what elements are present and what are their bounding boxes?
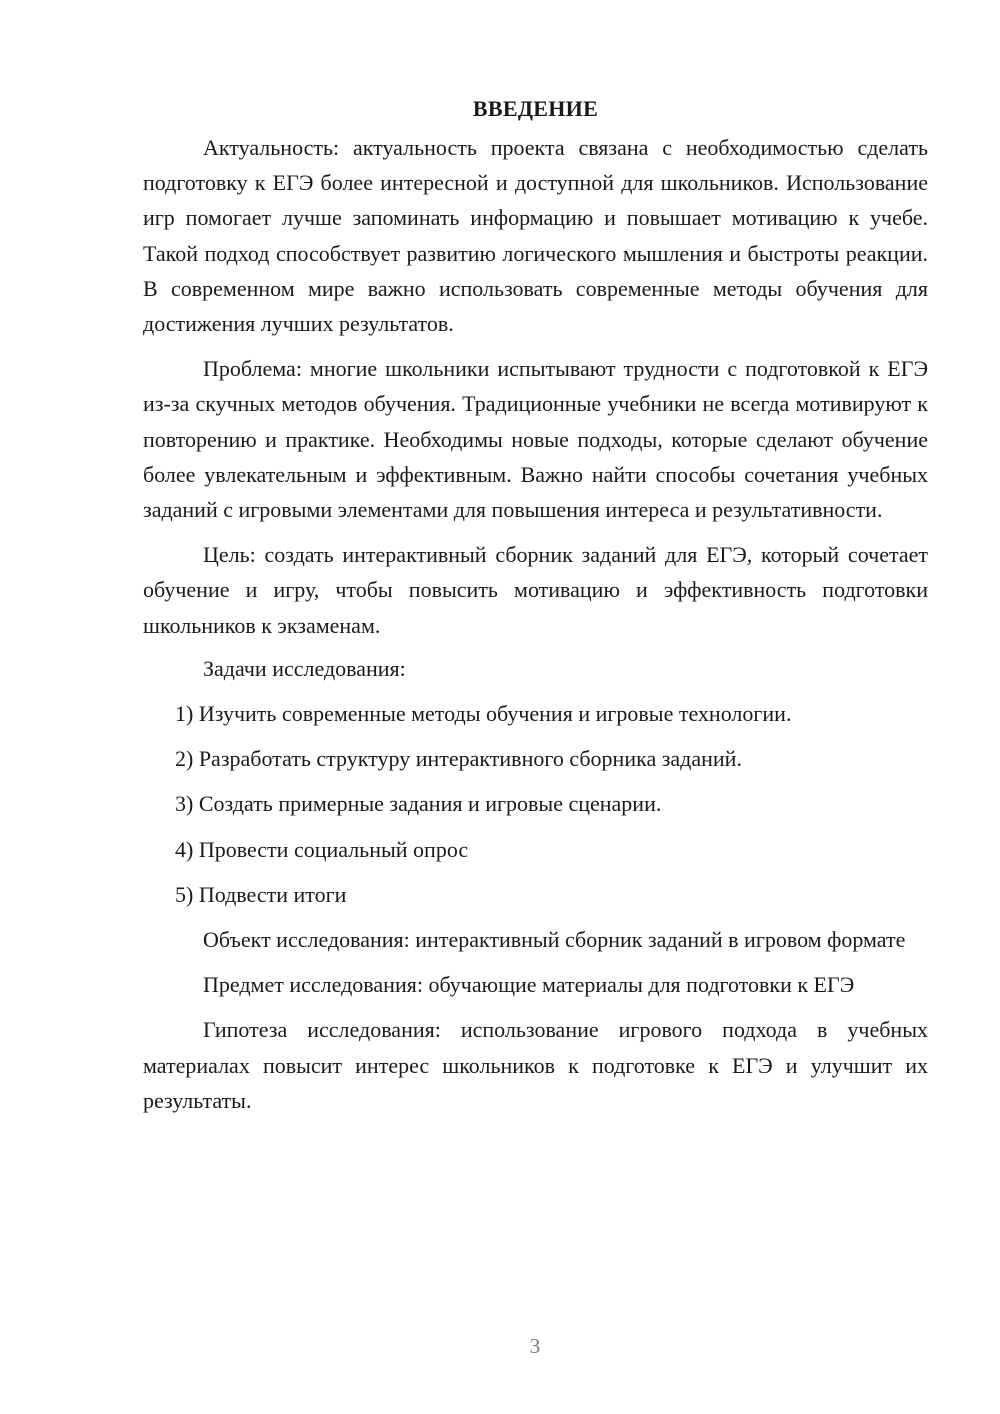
task-item: 4) Провести социальный опрос xyxy=(175,836,469,862)
tasks-list xyxy=(143,696,928,912)
task-item: 2) Разработать структуру интерактивного сборника заданий. xyxy=(175,746,742,772)
document-page xyxy=(143,92,928,1118)
goal-paragraph: Цель: создать интерактивный сборник заданий для ЕГЭ, который сочетает обучение и игру, чтобы повысить мотивацию и эффективность подготовки школьников к экзаменам. xyxy=(143,542,928,638)
task-item: 1) Изучить современные методы обучения и игровые технологии. xyxy=(175,701,792,727)
tasks-heading: Задачи исследования: xyxy=(203,655,406,681)
page-number: 3 xyxy=(529,1334,541,1358)
task-item: 5) Подвести итоги xyxy=(175,881,347,907)
object-paragraph: Объект исследования: интерактивный сборник заданий в игровом формате xyxy=(203,927,906,953)
page-title: ВВЕДЕНИЕ xyxy=(472,96,599,121)
subject-paragraph: Предмет исследования: обучающие материалы для подготовки к ЕГЭ xyxy=(203,972,855,998)
task-item: 3) Создать примерные задания и игровые сценарии. xyxy=(175,791,662,817)
hypothesis-paragraph: Гипотеза исследования: использование игрового подхода в учебных материалах повысит интерес школьников к подготовке к ЕГЭ и улучшит их результаты. xyxy=(143,1017,928,1113)
problem-paragraph: Проблема: многие школьники испытывают трудности с подготовкой к ЕГЭ из-за скучных методов обучения. Традиционные учебники не всегда мотивируют к повторению и практике. Необходимы новые подходы, которые сделают обучение более увлекательным и эффективным. Важно найти способы сочетания учебных заданий с игровыми элементами для повышения интереса и результативности. xyxy=(143,356,928,523)
relevance-paragraph: Актуальность: актуальность проекта связана с необходимостью сделать подготовку к ЕГЭ более интересной и доступной для школьников. Использование игр помогает лучше запоминать информацию и повышает мотивацию к учебе. Такой подход способствует развитию логического мышления и быстроты реакции. В современном мире важно использовать современные методы обучения для достижения лучших результатов. xyxy=(143,135,928,337)
